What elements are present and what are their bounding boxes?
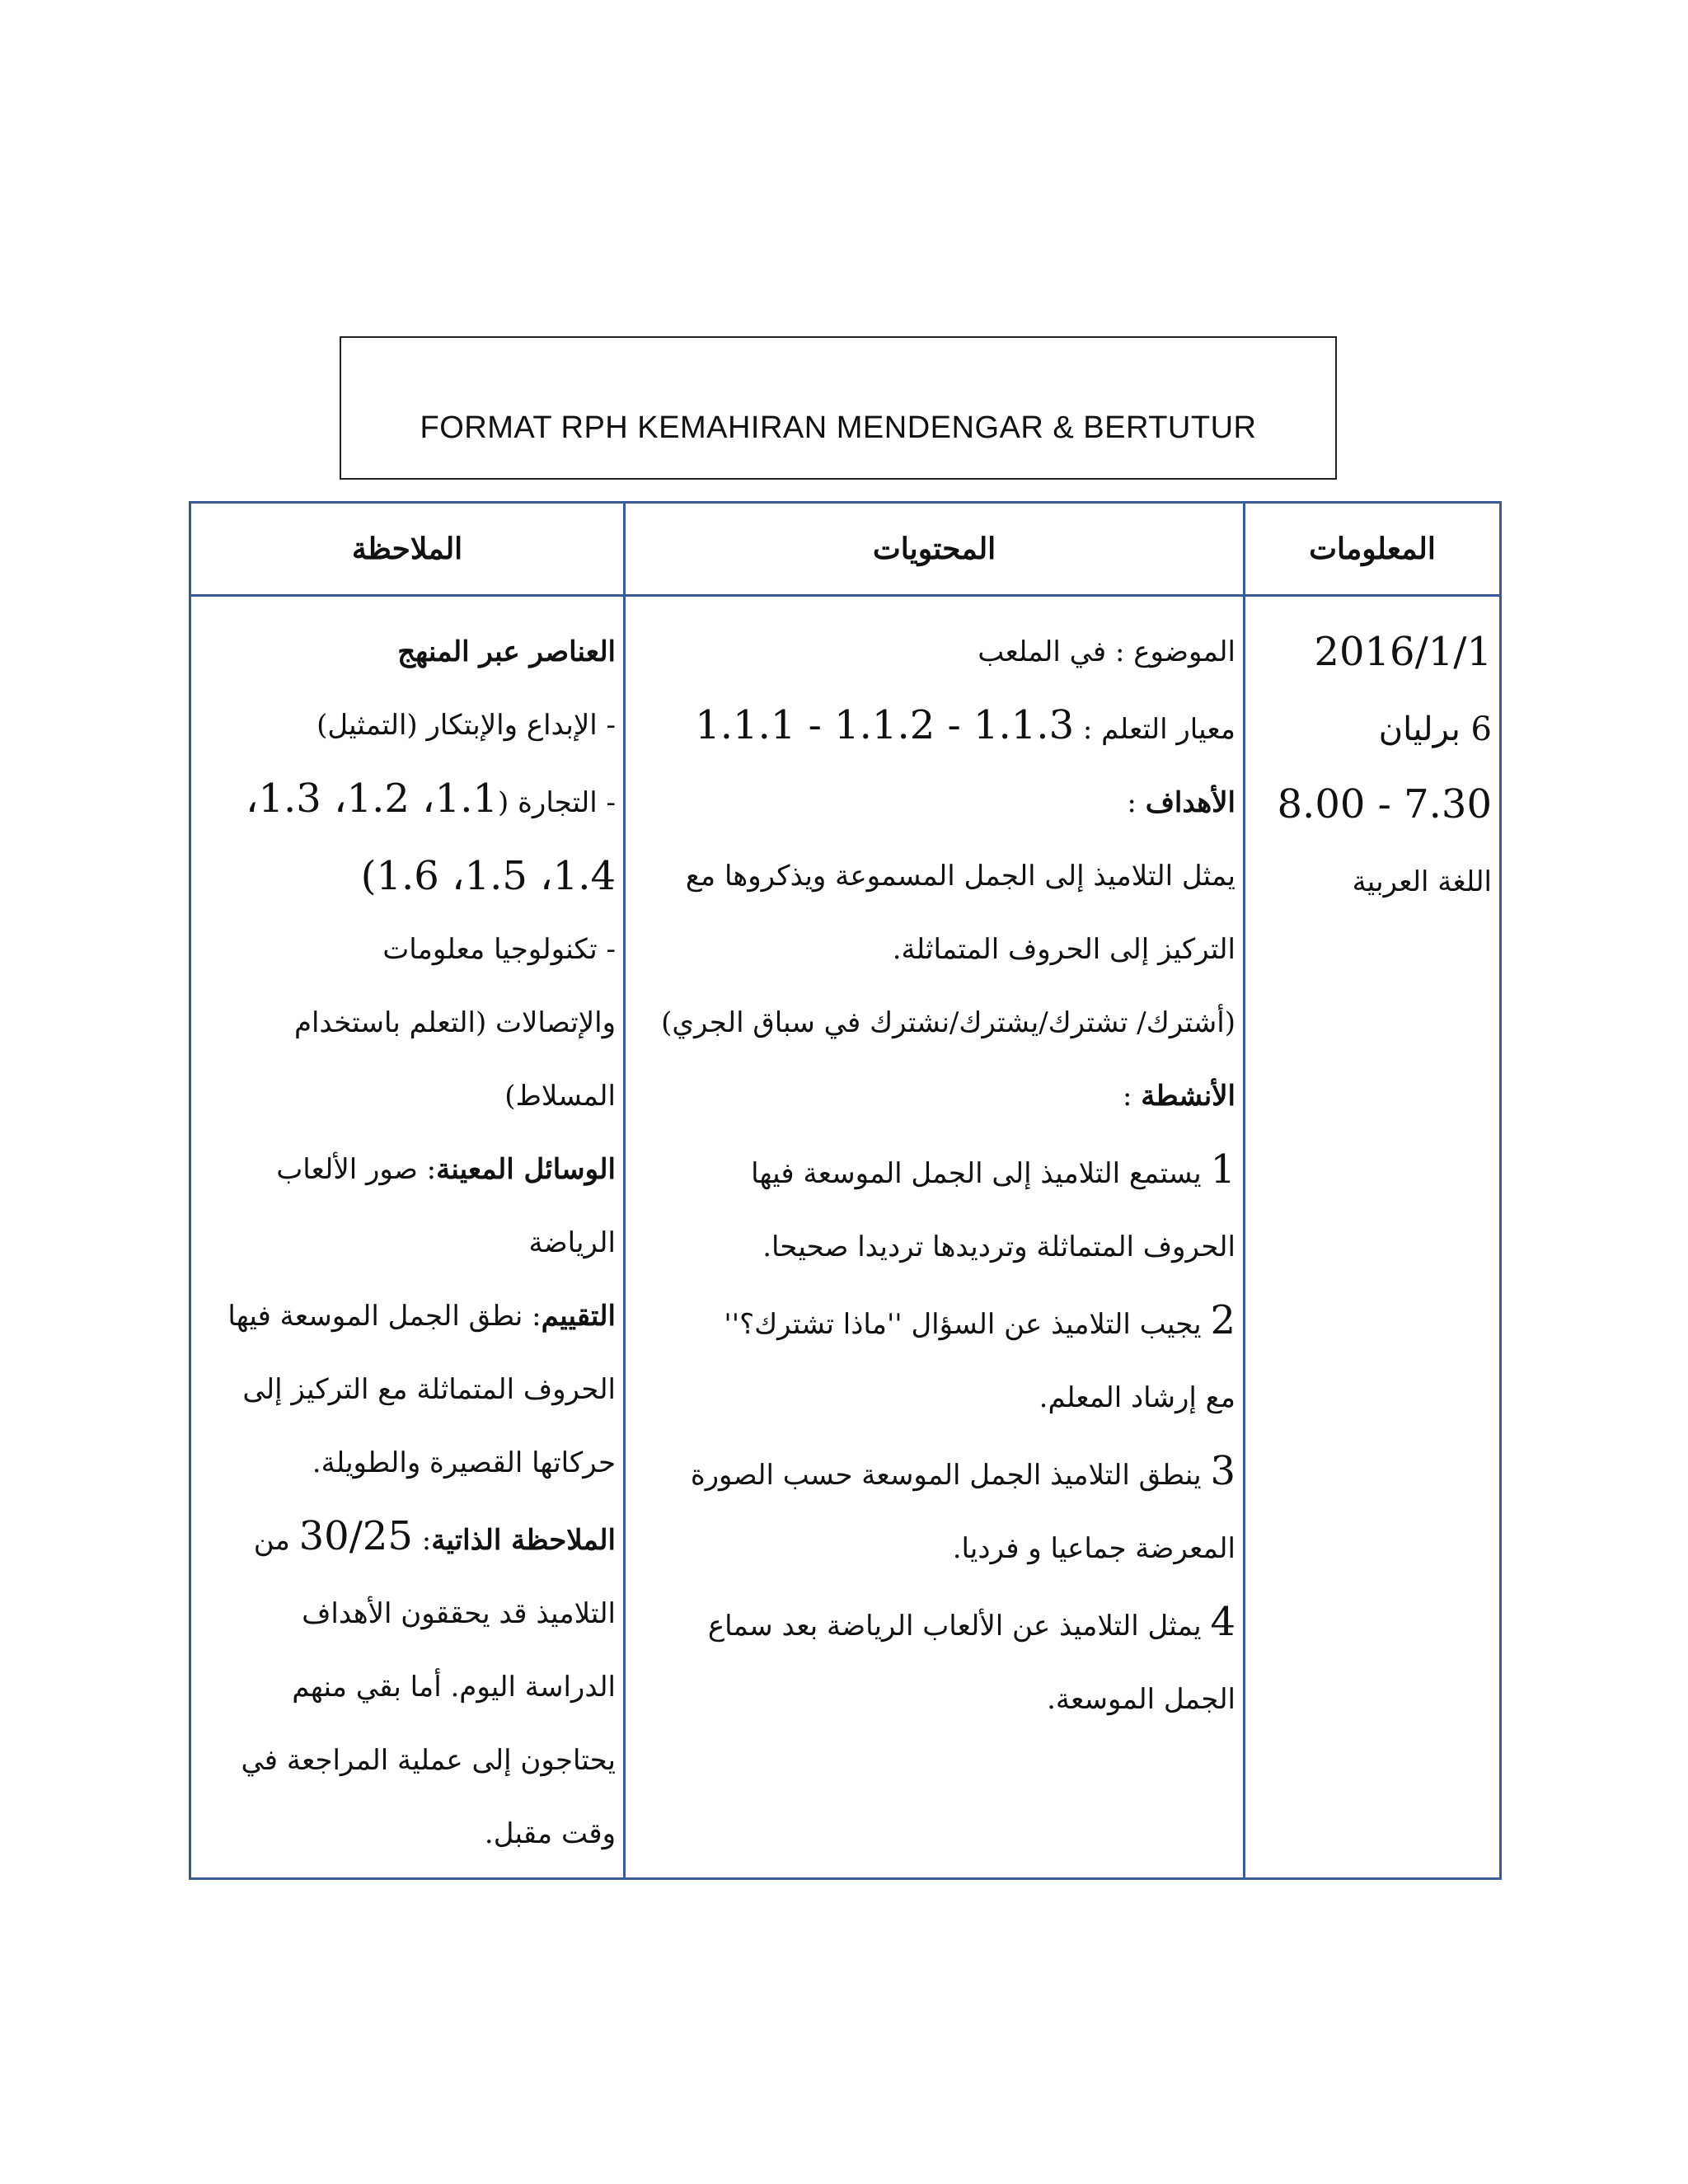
objective-line-1: يمثل التلاميذ إلى الجمل المسموعة ويذكروها مع [685,860,1236,893]
activity-2-line-1: يجيب التلاميذ عن السؤال ''ماذا تشترك؟'' [724,1308,1211,1341]
activity-2-number: 2 [1210,1297,1236,1343]
learning-standard-codes: 1.1.1 - 1.1.2 - 1.1.3 [695,702,1075,748]
header-notes: الملاحظة [190,503,625,596]
evaluation-label: التقييم [541,1300,616,1333]
activity-4-number: 4 [1210,1599,1236,1645]
notes-cell [190,596,625,1879]
evaluation [199,1280,616,1353]
cross-curricular-item-3-end: المسلاط) [504,1080,616,1113]
teaching-aids [199,1133,616,1207]
self-reflection-text-4: يحتاجون إلى عملية المراجعة في [241,1744,616,1777]
self-reflection-label: الملاحظة الذاتية [431,1524,616,1557]
lesson-plan-table [189,501,1502,1880]
cross-curricular-item-2-numbers: 1.1، 1.2، 1.3، [245,776,499,822]
self-reflection [199,1500,616,1577]
activity-1 [633,1133,1236,1211]
header-content: المحتويات [625,503,1245,596]
class-name: 6 برليان [1378,710,1492,748]
objective-line-3: (أشترك/ تشترك/يشترك/نشترك في سباق الجري) [661,1006,1236,1039]
self-reflection-text-3: الدراسة اليوم. أما بقي منهم [292,1671,616,1704]
activities-heading [633,1060,1236,1133]
evaluation-text-3: حركاتها القصيرة والطويلة. [312,1446,616,1479]
activity-4-line-1: يمثل التلاميذ عن الألعاب الرياضة بعد سماع [707,1610,1211,1643]
activity-3-number: 3 [1210,1448,1236,1494]
objective-line-2: التركيز إلى الحروف المتماثلة. [892,933,1236,966]
activity-2-line-2: مع إرشاد المعلم. [1039,1381,1236,1414]
cross-curricular-item-2 [199,762,616,840]
activities-label: الأنشطة [1141,1080,1236,1113]
activity-4-line-2: الجمل الموسعة. [1047,1683,1236,1716]
info-cell [1245,596,1501,1879]
cross-curricular-item-2-prefix: - التجارة ( [498,786,616,819]
objectives-label: الأهداف [1145,786,1236,819]
evaluation-text-2: الحروف المتماثلة مع التركيز إلى [242,1373,616,1406]
subject-name: اللغة العربية [1352,865,1492,898]
learning-standard-label: معيار التعلم : [1074,713,1236,746]
activity-3-line-1: ينطق التلاميذ الجمل الموسعة حسب الصورة [690,1459,1211,1492]
self-reflection-after: من [253,1524,299,1557]
document-title: FORMAT RPH KEMAHIRAN MENDENGAR & BERTUTUR [420,410,1257,445]
document-title-box [340,336,1337,480]
teaching-aids-text-2: الرياضة [528,1226,616,1259]
objectives-suffix: : [1127,786,1146,819]
content-cell [625,596,1245,1879]
objectives-heading [633,766,1236,840]
body-row [190,596,1501,1879]
activity-1-line-1: يستمع التلاميذ إلى الجمل الموسعة فيها [751,1157,1211,1190]
activity-3 [633,1435,1236,1512]
header-row [190,503,1501,596]
evaluation-text: : نطق الجمل الموسعة فيها [227,1300,542,1333]
activity-2 [633,1284,1236,1361]
header-info: المعلومات [1245,503,1501,596]
cross-curricular-item-1: - الإبداع والإبتكار (التمثيل) [316,709,616,742]
teaching-aids-text: : صور الألعاب [276,1153,437,1186]
self-reflection-colon: : [412,1524,432,1557]
lesson-date: 2016/1/1 [1314,629,1492,675]
learning-standard [633,689,1236,766]
activity-3-line-2: المعرضة جماعيا و فرديا. [952,1532,1236,1565]
cross-curricular-item-3-cont: والإتصالات (التعلم باستخدام [293,1006,616,1039]
self-reflection-text-2: التلاميذ قد يحققون الأهداف [302,1597,616,1630]
cross-curricular-item-2-cont: 1.4، 1.5، 1.6) [360,853,616,899]
activity-4 [633,1586,1236,1663]
topic: الموضوع : في الملعب [978,635,1236,668]
self-reflection-text-5: وقت مقبل. [484,1817,616,1850]
activity-1-line-2: الحروف المتماثلة وترديدها ترديدا صحيحا. [762,1230,1236,1263]
lesson-time: 7.30 - 8.00 [1277,781,1492,827]
self-reflection-score: 30/25 [298,1513,413,1559]
cross-curricular-item-3: - تكنولوجيا معلومات [382,933,616,966]
teaching-aids-label: الوسائل المعينة [436,1153,616,1186]
cross-curricular-label: العناصر عبر المنهج [397,635,616,668]
activities-suffix: : [1122,1080,1142,1113]
activity-1-number: 1 [1210,1146,1236,1193]
